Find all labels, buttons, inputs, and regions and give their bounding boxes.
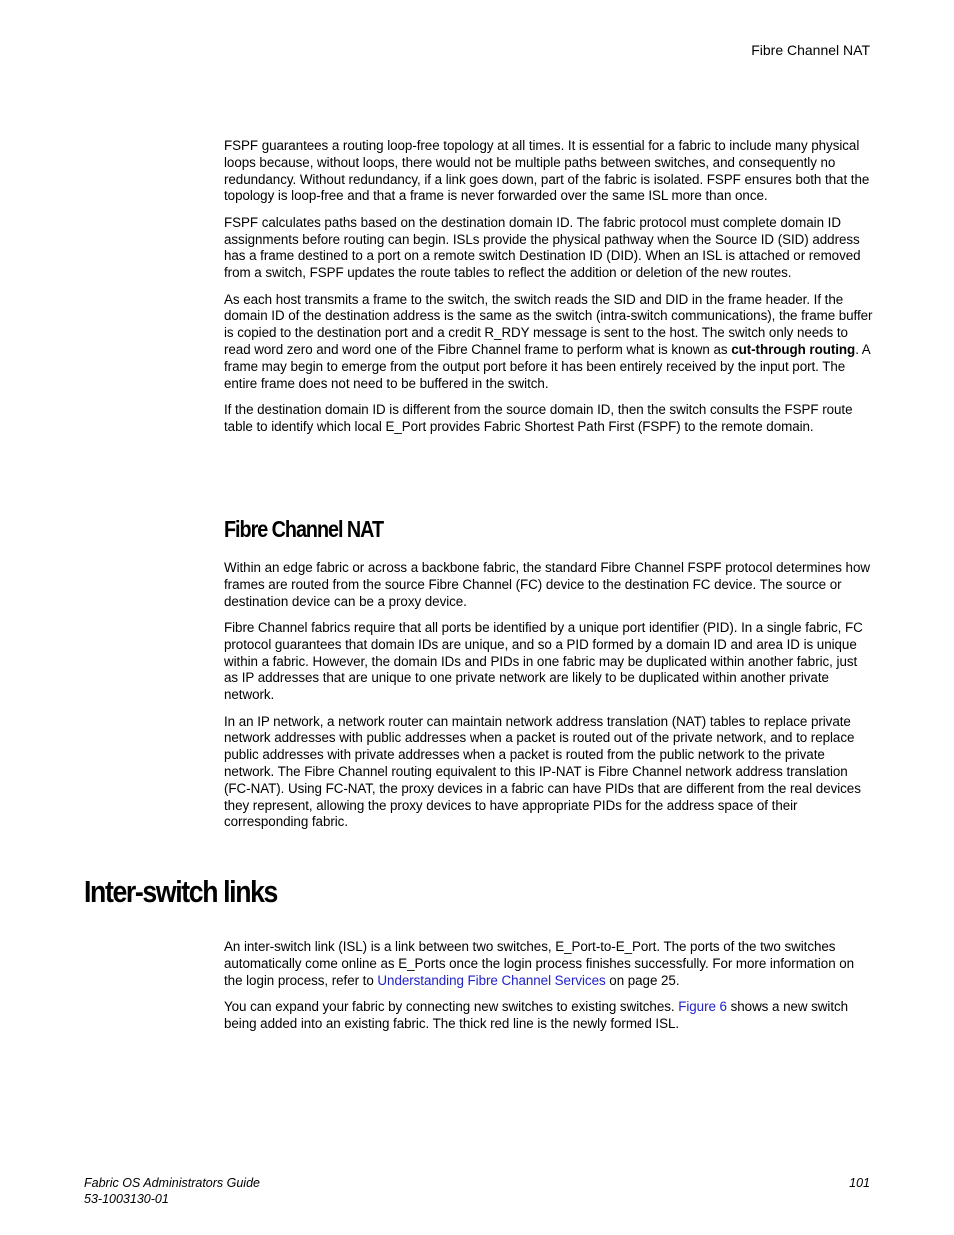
bold-term: cut-through routing <box>731 341 856 357</box>
text-run: shows a new switch being added into an existing fabric. The thick red line is the newly formed ISL. <box>224 998 849 1031</box>
text-run: on page 25. <box>605 972 680 988</box>
intro-section <box>224 138 874 436</box>
footer-doc-info <box>84 1175 260 1207</box>
paragraph: Fibre Channel fabrics require that all ports be identified by a unique port identifier (PID). In a single fabric, FC protocol guarantees that domain IDs are unique, and so a PID formed by a domain ID and area ID is unique within a fabric. However, the domain IDs and PIDs in one fabric may be duplicated within another fabric, just as IP addresses that are unique to one private network are likely to be duplicated within another private network. <box>224 619 863 703</box>
footer-doc-title: Fabric OS Administrators Guide <box>84 1176 260 1190</box>
text-run: As each host transmits a frame to the switch, the switch reads the SID and DID in the frame header. If the domain ID of the destination address is the same as the switch (intra-switch communications), the frame buffer is copied to the destination port and a credit R_RDY message is sent to the host. The switch only needs to read word zero and word one of the Fibre Channel frame to perform what is known as <box>224 291 873 357</box>
text-run: You can expand your fabric by connecting new switches to existing switches. <box>224 998 679 1014</box>
link-understanding-fc-services[interactable]: Understanding Fibre Channel Services <box>377 972 606 988</box>
paragraph: FSPF calculates paths based on the destination domain ID. The fabric protocol must complete domain ID assignments before routing can begin. ISLs provide the physical pathway when the Source ID (SID) address has a frame destined to a port on a remote switch Destination ID (DID). When an ISL is attached or removed from a switch, FSPF updates the route tables to reflect the addition or deletion of the new routes. <box>224 214 861 281</box>
text-run: An inter-switch link (ISL) is a link between two switches, E_Port-to-E_Port. The ports of the two switches automatically come online as E_Ports once the login process finishes successfully. For more information on the login process, refer to <box>224 939 855 988</box>
footer-page-number: 101 <box>849 1176 870 1190</box>
paragraph-isl-intro <box>224 939 874 989</box>
paragraph: If the destination domain ID is different from the source domain ID, then the switch consults the FSPF route table to identify which local E_Port provides Fabric Shortest Path First (FSPF) to the remote domain. <box>224 401 853 434</box>
fc-nat-section <box>224 560 874 831</box>
footer-doc-number: 53-1003130-01 <box>84 1192 169 1206</box>
paragraph-cut-through <box>224 292 874 393</box>
paragraph: Within an edge fabric or across a backbone fabric, the standard Fibre Channel FSPF protocol determines how frames are routed from the source Fibre Channel (FC) device to the destination FC device. The source or destination device can be a proxy device. <box>224 560 870 609</box>
paragraph-expand-fabric <box>224 999 874 1033</box>
paragraph: In an IP network, a network router can maintain network address translation (NAT) tables to replace private network addresses with public addresses when a packet is routed out of the private network, and to replace public addresses with private addresses when a packet is routed from the public network to the private network. The Fibre Channel routing equivalent to this IP-NAT is Fibre Channel network address translation (FC-NAT). Using FC-NAT, the proxy devices in a fabric can have PIDs that are different from the real devices they represent, allowing the proxy devices to have appropriate PIDs for the address space of their corresponding fabric. <box>224 713 861 830</box>
running-header-title: Fibre Channel NAT <box>751 42 870 58</box>
link-figure-6[interactable]: Figure 6 <box>678 998 727 1014</box>
text-run: . A frame may begin to emerge from the output port before it has been entirely received by the input port. The entire frame does not need to be buffered in the switch. <box>224 341 870 391</box>
paragraph: FSPF guarantees a routing loop-free topology at all times. It is essential for a fabric to include many physical loops because, without loops, there would not be multiple paths between switches, and consequently no redundancy. Without redundancy, if a link goes down, part of the fabric is isolated. FSPF ensures both that the topology is loop-free and that a frame is never forwarded over the same ISL more than once. <box>224 138 870 204</box>
section-heading-fibre-channel-nat: Fibre Channel NAT <box>224 516 384 542</box>
chapter-heading-inter-switch-links: Inter-switch links <box>84 874 278 909</box>
isl-section <box>224 939 874 1033</box>
